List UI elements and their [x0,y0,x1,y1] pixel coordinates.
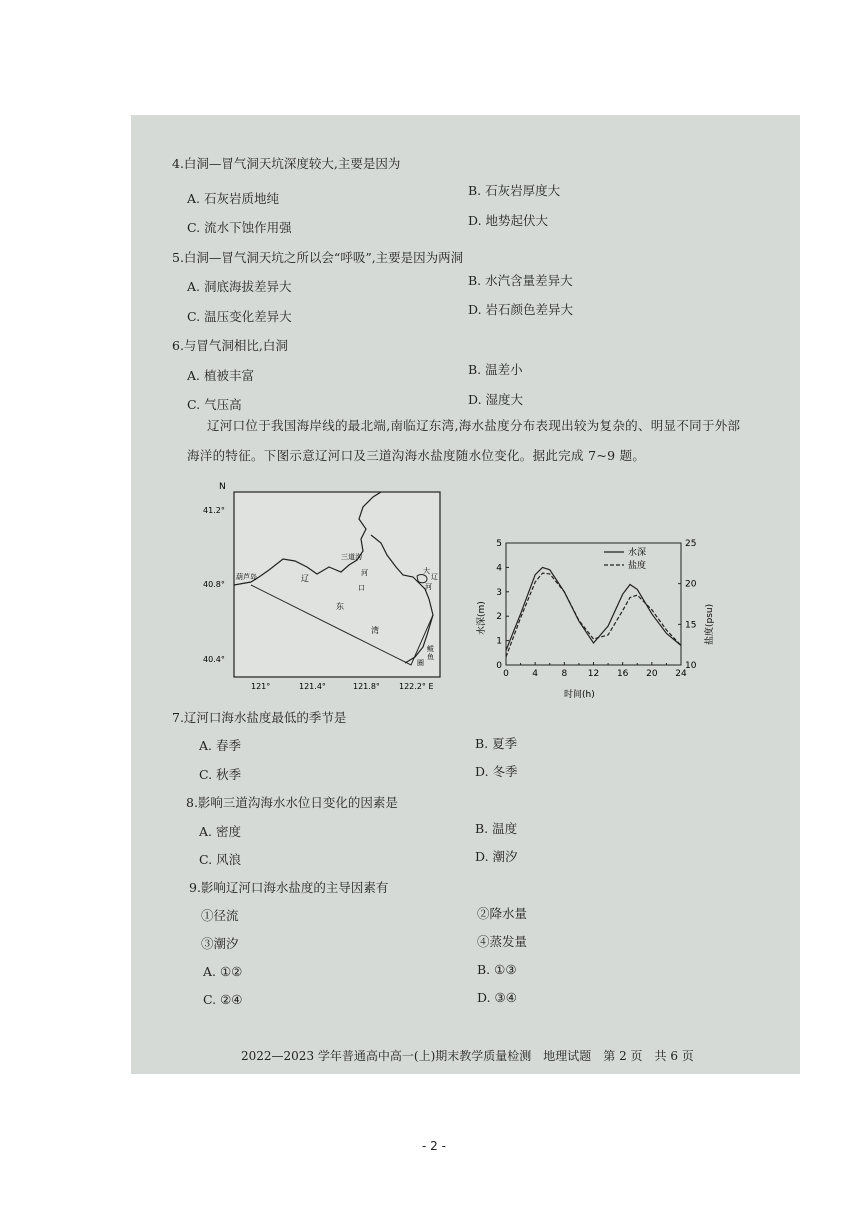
place-daliaohe-2: 辽 [431,573,438,581]
passage-line-1: 辽河口位于我国海岸线的最北端,南临辽东湾,海水盐度分布表现出较为复杂的、明显不同于外部 [207,418,741,433]
q9-item-1: ①径流 [201,908,239,923]
question-6-stem: 6.与冒气洞相比,白洞 [172,338,288,353]
lat-label-40-8: 40.8° [203,580,225,589]
q5-option-c: C. 温压变化差异大 [187,309,292,324]
q5-option-d: D. 岩石颜色差异大 [468,302,574,317]
x-tick-label: 24 [675,669,687,679]
lat-label-40-4: 40.4° [203,655,225,664]
question-7-stem: 7.辽河口海水盐度最低的季节是 [172,710,347,725]
y-left-tick-label: 5 [496,539,502,549]
place-bayuquan-1: 鲅 [427,645,434,653]
y-axis-label-right: 盐度(psu) [705,603,715,645]
map-frame [234,492,440,677]
y-left-tick-label: 1 [496,636,502,647]
exam-page-photo [131,115,800,1074]
passage [187,411,777,471]
y-right-tick-label: 20 [685,579,697,590]
chart-frame [506,543,681,665]
q9-option-c: C. ②④ [203,992,243,1007]
q9-item-3: ③潮汐 [201,936,239,951]
q9-option-b: B. ①③ [477,962,517,977]
depth-salinity-chart [476,535,716,700]
q6-option-b: B. 温差小 [468,362,523,377]
page-footer: 2022—2023 学年普通高中高一(上)期末教学质量检测 地理试题 第 2 页 共 6 页 [241,1049,694,1063]
q6-option-c: C. 气压高 [187,397,242,412]
place-bayuquan-3: 圈 [417,659,424,667]
liaohe-estuary-map [191,475,451,695]
place-dong: 东 [336,602,344,611]
lon-label-121-8: 121.8° [353,682,380,691]
q8-option-d: D. 潮汐 [475,849,518,864]
passage-line-2: 海洋的特征。下图示意辽河口及三道沟海水盐度随水位变化。据此完成 7~9 题。 [187,448,646,463]
x-tick-label: 12 [587,669,600,679]
place-daliaohe-1: 大 [423,567,430,575]
q4-option-a: A. 石灰岩质地纯 [187,191,279,206]
y-left-tick-label: 2 [496,612,502,623]
q8-option-b: B. 温度 [475,821,518,836]
q4-option-c: C. 流水下蚀作用强 [187,220,292,235]
lon-label-122-2: 122.2° E [399,682,434,691]
q7-option-a: A. 春季 [199,738,241,753]
north-label: N [219,482,226,492]
q7-option-b: B. 夏季 [475,736,518,751]
q8-option-c: C. 风浪 [199,852,242,867]
place-liao: 辽 [301,574,309,583]
y-left-tick-label: 3 [496,587,502,598]
x-tick-label: 8 [561,669,568,679]
series-line-depth [506,567,681,650]
y-right-tick-label: 10 [685,661,697,671]
q5-option-b: B. 水汽含量差异大 [468,273,573,288]
x-tick-label: 20 [646,669,658,679]
q6-option-d: D. 湿度大 [468,392,524,407]
place-bayuquan-2: 鱼 [427,653,434,661]
x-tick-label: 16 [616,669,629,679]
place-wan: 湾 [371,626,379,635]
place-sandaogou: 三道沟 [341,553,362,561]
q8-option-a: A. 密度 [199,824,241,839]
q9-option-d: D. ③④ [477,990,517,1005]
q9-item-2: ②降水量 [477,906,528,921]
page-number: - 2 - [422,1139,446,1153]
question-4-stem: 4.白洞—冒气洞天坑深度较大,主要是因为 [172,156,401,171]
y-right-tick-label: 15 [685,620,697,631]
q4-option-b: B. 石灰岩厚度大 [468,183,561,198]
lon-label-121: 121° [251,682,271,691]
legend-label-depth: 水深 [628,548,647,558]
y-left-tick-label: 0 [496,661,502,671]
y-axis-label-left: 水深(m) [477,601,487,635]
legend-label-salinity: 盐度 [628,561,647,571]
y-right-tick-label: 25 [685,539,697,549]
question-5-stem: 5.白洞—冒气洞天坑之所以会“呼吸”,主要是因为两洞 [172,250,464,265]
y-left-tick-label: 4 [496,563,502,574]
q5-option-a: A. 洞底海拔差异大 [187,279,292,294]
place-he: 河 [361,569,368,577]
x-tick-label: 4 [532,669,539,679]
q9-option-a: A. ①② [203,964,243,979]
series-line-salinity [506,573,681,657]
q4-option-d: D. 地势起伏大 [468,213,549,228]
q6-option-a: A. 植被丰富 [187,368,254,383]
lat-label-41-2: 41.2° [203,506,225,515]
q7-option-d: D. 冬季 [475,764,518,779]
x-axis-label: 时间(h) [564,690,595,700]
x-tick-label: 0 [503,669,509,679]
question-8-stem: 8.影响三道沟海水水位日变化的因素是 [186,795,398,810]
lon-label-121-4: 121.4° [299,682,326,691]
place-huludao: 葫芦岛 [236,573,257,581]
q7-option-c: C. 秋季 [199,767,242,782]
place-daliaohe-3: 河 [425,583,432,591]
question-9-stem: 9.影响辽河口海水盐度的主导因素有 [189,880,389,895]
place-kou: 口 [358,584,365,592]
q9-item-4: ④蒸发量 [477,934,528,949]
